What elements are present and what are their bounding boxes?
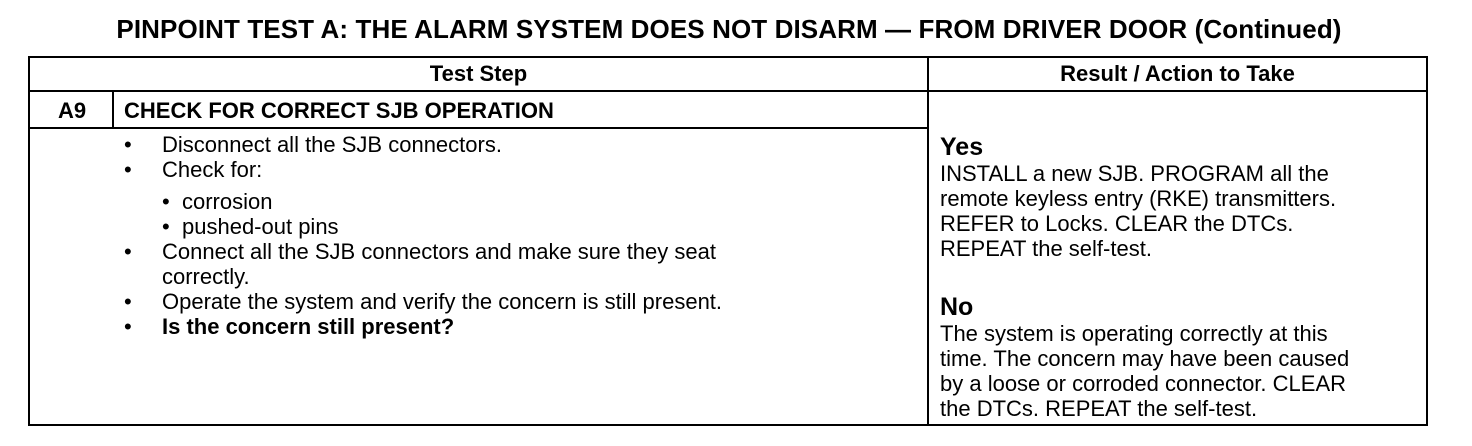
result-no-line: by a loose or corroded connector. CLEAR bbox=[940, 371, 1347, 396]
list-item bbox=[116, 314, 916, 339]
bullet-icon: • bbox=[124, 314, 132, 339]
step-title: CHECK FOR CORRECT SJB OPERATION bbox=[124, 98, 554, 123]
result-yes-heading: Yes bbox=[940, 133, 984, 161]
result-no bbox=[940, 294, 1420, 421]
list-item bbox=[116, 239, 916, 289]
list-item bbox=[116, 157, 916, 182]
step-text: Disconnect all the SJB connectors. bbox=[162, 132, 502, 157]
bullet-icon: • bbox=[124, 289, 132, 314]
bullet-icon: • bbox=[162, 214, 170, 239]
page-title: PINPOINT TEST A: THE ALARM SYSTEM DOES NOT DISARM — FROM DRIVER DOOR (Continued) bbox=[116, 14, 1342, 44]
result-yes-line: REPEAT the self-test. bbox=[940, 236, 1152, 261]
result-yes-line: REFER to Locks. CLEAR the DTCs. bbox=[940, 211, 1294, 236]
step-question: Is the concern still present? bbox=[162, 314, 455, 339]
sub-list-item bbox=[162, 214, 916, 239]
bullet-icon: • bbox=[124, 239, 132, 264]
step-text-continued: correctly. bbox=[162, 264, 250, 289]
result-yes-line: remote keyless entry (RKE) transmitters. bbox=[940, 186, 1337, 211]
step-text: Check for: bbox=[162, 157, 263, 182]
sub-item-text: corrosion bbox=[182, 189, 273, 214]
header-test-step: Test Step bbox=[429, 61, 528, 86]
bullet-icon: • bbox=[124, 157, 132, 182]
test-step-list bbox=[116, 132, 916, 339]
sub-list-item bbox=[162, 189, 916, 214]
result-yes bbox=[940, 134, 1420, 261]
bullet-icon: • bbox=[162, 189, 170, 214]
check-sub-list bbox=[116, 189, 916, 239]
list-item bbox=[116, 132, 916, 157]
sub-item-text: pushed-out pins bbox=[182, 214, 339, 239]
list-item bbox=[116, 289, 916, 314]
header-divider bbox=[30, 90, 1426, 92]
result-no-heading: No bbox=[940, 293, 974, 321]
column-divider bbox=[927, 58, 929, 424]
result-no-line: the DTCs. REPEAT the self-test. bbox=[940, 396, 1258, 421]
step-id: A9 bbox=[57, 98, 87, 123]
step-text: Operate the system and verify the concern is still present. bbox=[162, 289, 723, 314]
result-no-line: time. The concern may have been caused bbox=[940, 346, 1350, 371]
result-yes-line: INSTALL a new SJB. PROGRAM all the bbox=[940, 161, 1329, 186]
header-result-action: Result / Action to Take bbox=[1060, 61, 1295, 86]
result-no-line: The system is operating correctly at this bbox=[940, 321, 1328, 346]
bullet-icon: • bbox=[124, 132, 132, 157]
step-text: Connect all the SJB connectors and make sure they seat bbox=[162, 239, 716, 264]
pinpoint-test-table bbox=[28, 56, 1428, 426]
